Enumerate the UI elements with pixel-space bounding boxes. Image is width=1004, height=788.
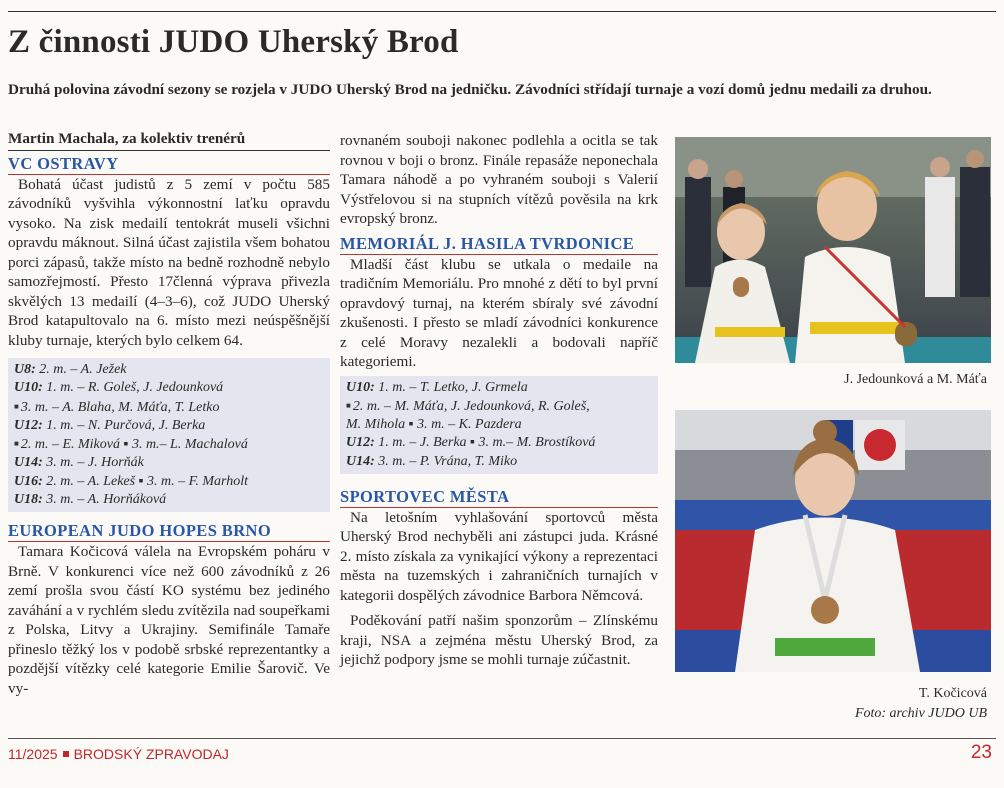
result-line	[14, 398, 324, 417]
photo-credit: Foto: archiv JUDO UB	[854, 706, 987, 721]
footer-square-icon	[63, 751, 69, 757]
article-lead: Druhá polovina závodní sezony se rozjela v JUDO Uherský Brod na jedničku. Závodníci střídají turnaje a vozí domů jednu medaili za druhou.	[8, 81, 932, 98]
photo-children-medals	[675, 137, 991, 363]
result-line	[14, 454, 324, 472]
result-line	[346, 397, 652, 416]
result-category: U14:	[14, 455, 43, 471]
result-text: 1. m. – T. Letko, J. Grmela	[374, 379, 528, 395]
photo-children-graphic	[675, 137, 991, 363]
footer-issue: 11/2025	[8, 746, 58, 762]
result-text: M. Mihola ▪ 3. m. – K. Pazdera	[346, 417, 522, 433]
result-text: 3. m. – J. Horňák	[42, 455, 144, 471]
column-2	[340, 131, 658, 670]
result-category: U16:	[14, 473, 43, 489]
result-text: 2. m. – M. Máťa, J. Jedounková, R. Goleš,	[352, 398, 590, 414]
vc-results-box	[8, 358, 330, 512]
photo1-caption: J. Jedounková a M. Máťa	[844, 372, 987, 387]
result-category: U12:	[14, 417, 43, 433]
section-heading-vc: VC OSTRAVY	[8, 153, 330, 175]
section-heading-memorial: MEMORIÁL J. HASILA TVRDONICE	[340, 233, 658, 255]
result-text: 1. m. – J. Berka ▪ 3. m.– M. Brostíková	[374, 435, 596, 451]
result-text: 1. m. – N. Purčová, J. Berka	[42, 417, 206, 433]
result-line	[346, 379, 652, 397]
result-category: U8:	[14, 362, 36, 377]
top-rule	[8, 11, 996, 12]
footer-magazine: BRODSKÝ ZPRAVODAJ	[73, 746, 229, 762]
column-1	[8, 129, 330, 698]
photo-girl-medal	[675, 410, 991, 672]
result-line	[14, 361, 324, 379]
result-text: 2. m. – E. Miková ▪ 3. m.– L. Machalová	[20, 437, 248, 453]
section-heading-sportovec: SPORTOVEC MĚSTA	[340, 486, 658, 508]
photo-girl-graphic	[675, 410, 991, 672]
result-category: U10:	[346, 379, 375, 395]
memorial-results-box	[340, 376, 658, 474]
result-text: 3. m. – P. Vrána, T. Miko	[374, 453, 518, 469]
ejh-paragraph-part1: Tamara Kočicová válela na Evropském poháru v Brně. V konkurenci více než 600 závodníků z 26 zemí prošla svou částí KO systému bez jediného zaváhání a v rychlém sledu zvítězila nad soupeřkami z Polska, Litvy a Ukrajiny. Semifinále Tamaře přineslo těžký los v podobě srbské reprezentantky a pozdější vítězky celé kategorie Emilie Šarovič. Ve vy-	[8, 543, 330, 697]
result-category: U18:	[14, 492, 43, 508]
result-line	[346, 434, 652, 452]
result-text: 2. m. – A. Ježek	[35, 362, 127, 377]
result-text: 3. m. – A. Horňáková	[42, 492, 167, 508]
result-line	[14, 473, 324, 491]
section-heading-ejh: EUROPEAN JUDO HOPES BRNO	[8, 520, 330, 542]
bullet-icon: ■	[14, 439, 21, 449]
result-line	[14, 379, 324, 397]
ejh-paragraph-part2: rovnaném souboji nakonec podlehla a ocitla se tak rovnou v boji o bronz. Finále repasáže neponechala Tamara náhodě a po vyhraném souboji s Valerií Výstřelovou si na stupních vítězů pověsila na krk evropský bronz.	[340, 132, 658, 227]
photo2-caption: T. Kočicová	[918, 686, 987, 701]
result-category: U14:	[346, 453, 375, 469]
result-line	[14, 435, 324, 454]
footer-publication	[8, 746, 229, 762]
memorial-paragraph: Mladší část klubu se utkala o medaile na tradičním Memoriálu. Pro mnohé z dětí to byl první opravdový turnaj, na kterém sbíraly své závodní zkušenosti. I přesto se mladí závodníci konkurence z celé Moravy nezalekli a bodovali napříč kategoriemi.	[340, 255, 658, 370]
result-line	[14, 491, 324, 509]
vc-paragraph: Bohatá účast judistů z 5 zemí v počtu 585 závodníků vyšvihla výkonnostní laťku opravdu vysoko. Na zisk medailí tentokrát museli všichni opravdu máknout. Silná účast zajistila všem bohatou porci zápasů, takže místo na bedně rozhodně nebylo samozřejmostí. Přesto 17členná výprava přivezla skvělých 13 medailí (4–3–6), což JUDO Uherský Brod katapultovalo na 6. místo mezi neúspěšnější kluby turnaje, kterých bylo celkem 64.	[8, 175, 330, 349]
result-text: 2. m. – A. Lekeš ▪ 3. m. – F. Marholt	[42, 473, 249, 489]
result-text: 1. m. – R. Goleš, J. Jedounková	[42, 380, 224, 396]
sportovec-paragraph-2: Poděkování patří našim sponzorům – Zlínskému kraji, NSA a zejména městu Uherský Brod, za jejichž podpory jsme se mohli turnaje zúčastnit.	[340, 612, 658, 669]
result-text: 3. m. – A. Blaha, M. Máťa, T. Letko	[20, 399, 220, 415]
result-line	[14, 417, 324, 435]
bullet-icon: ■	[14, 401, 21, 411]
result-category: U10:	[14, 380, 43, 396]
page-number: 23	[970, 742, 992, 763]
footer-rule	[8, 738, 996, 739]
article-title: Z činnosti JUDO Uherský Brod	[8, 24, 459, 60]
bullet-icon: ■	[346, 400, 353, 410]
sportovec-paragraph-1: Na letošním vyhlašování sportovců města Uherský Brod nechyběli ani zástupci juda. Krásné 2. místo získala za vynikající výkony a reprezentaci města na tuzemských i zahraničních turnajích v kategorii dospělých závodnice Barbora Němcová.	[340, 508, 658, 604]
author-line: Martin Machala, za kolektiv trenérů	[8, 129, 330, 151]
result-line	[346, 416, 652, 434]
result-line	[346, 453, 652, 471]
result-category: U12:	[346, 435, 375, 451]
